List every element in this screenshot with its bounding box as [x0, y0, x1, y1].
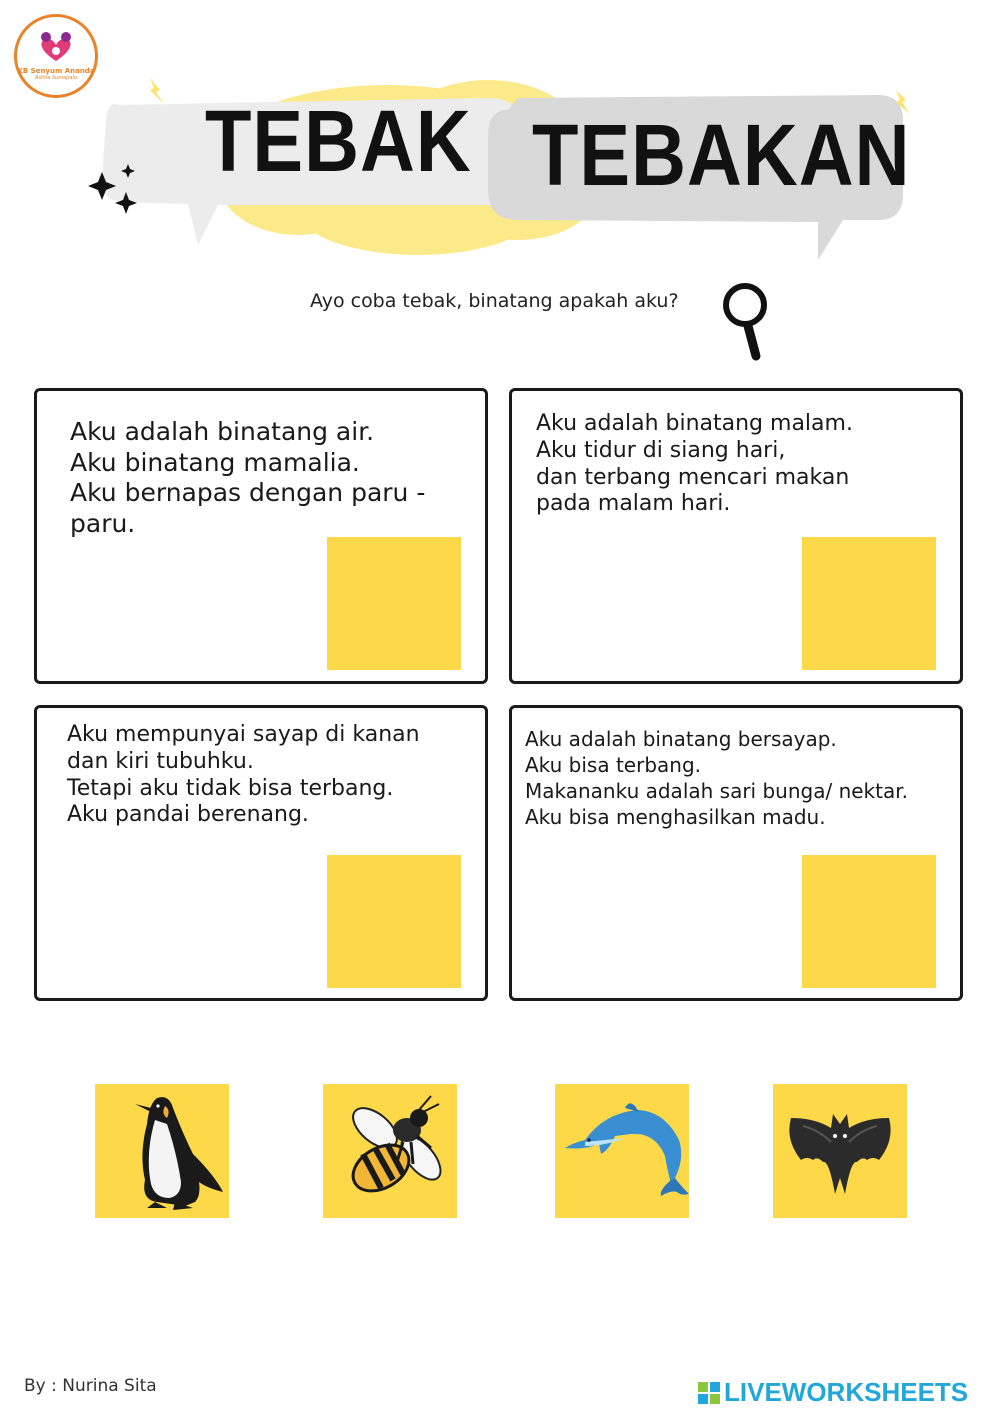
riddle-card-1	[34, 388, 488, 684]
logo-tagline: Asliria Sumapalo	[35, 75, 77, 81]
people-heart-icon	[34, 31, 78, 65]
penguin-icon	[95, 1084, 229, 1218]
brand-logo[interactable]	[698, 1377, 968, 1408]
riddle-text: Aku adalah binatang air. Aku binatang mamalia. Aku bernapas dengan paru - paru.	[70, 417, 426, 538]
riddle-card-3	[34, 705, 488, 1001]
brand-mark-icon	[698, 1382, 720, 1404]
brand-name: LIVEWORKSHEETS	[724, 1377, 969, 1407]
school-logo	[14, 14, 98, 98]
option-tile-bee[interactable]	[323, 1084, 457, 1218]
instruction-text: Ayo coba tebak, binatang apakah aku?	[310, 290, 679, 312]
answer-drop-zone[interactable]	[327, 855, 461, 988]
logo-name: KB Senyum Ananda	[17, 67, 95, 75]
option-tile-penguin[interactable]	[95, 1084, 229, 1218]
title-word-1: TEBAK	[205, 92, 472, 191]
magnifier-icon	[718, 280, 772, 364]
bee-icon	[323, 1084, 457, 1218]
riddle-text: Aku adalah binatang malam. Aku tidur di siang hari, dan terbang mencari makan pada malam hari.	[536, 411, 853, 517]
dolphin-icon	[555, 1084, 689, 1218]
answer-drop-zone[interactable]	[802, 855, 936, 988]
title-word-2: TEBAKAN	[532, 106, 911, 205]
riddle-card-4	[509, 705, 963, 1001]
bat-icon	[773, 1084, 907, 1218]
riddle-text: Aku adalah binatang bersayap. Aku bisa terbang. Makananku adalah sari bunga/ nektar. Aku bisa menghasilkan madu.	[525, 727, 908, 829]
riddle-card-2	[509, 388, 963, 684]
author-credit: By : Nurina Sita	[24, 1376, 157, 1396]
answer-drop-zone[interactable]	[802, 537, 936, 670]
answer-drop-zone[interactable]	[327, 537, 461, 670]
option-tile-bat[interactable]	[773, 1084, 907, 1218]
option-tile-dolphin[interactable]	[555, 1084, 689, 1218]
riddle-text: Aku mempunyai sayap di kanan dan kiri tubuhku. Tetapi aku tidak bisa terbang. Aku pandai berenang.	[67, 722, 420, 828]
